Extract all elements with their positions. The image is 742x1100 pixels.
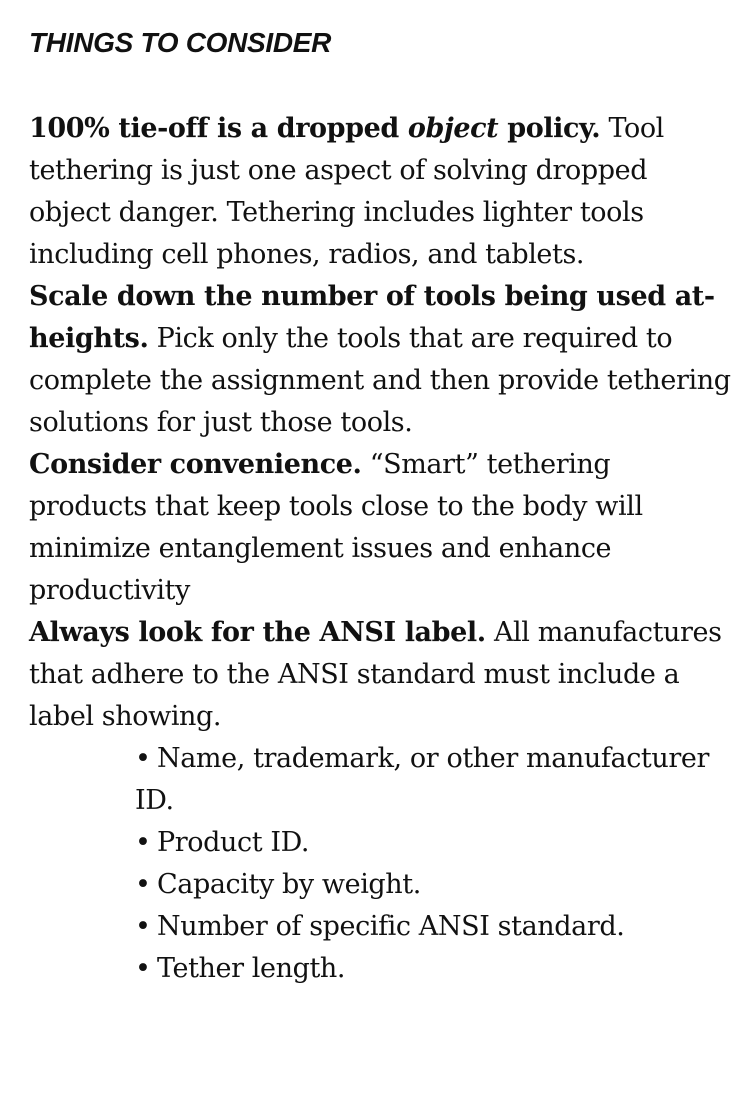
section-body: Tool tethering is just one aspect of solving dropped object danger. Tethering includes lighter tools including cell phones, radios, and tablets. xyxy=(29,113,664,270)
list-item-text: Capacity by weight. xyxy=(157,869,421,900)
section-dropped-object-policy xyxy=(29,108,734,276)
list-item xyxy=(135,906,734,948)
bullet-icon: • xyxy=(135,953,151,984)
list-item-text: Product ID. xyxy=(157,827,310,858)
section-lead: Scale down the number of tools being used at-heights. xyxy=(29,281,715,354)
section-ansi-label xyxy=(29,612,734,738)
section-consider-convenience xyxy=(29,444,734,612)
list-item xyxy=(135,948,734,990)
section-scale-down-tools xyxy=(29,276,734,444)
list-item xyxy=(135,822,734,864)
section-lead-text-end: policy. xyxy=(498,113,601,144)
list-item xyxy=(135,864,734,906)
section-lead-emphasis: object xyxy=(407,113,499,144)
list-item-text: Name, trademark, or other manufacturer ID. xyxy=(135,743,709,816)
list-item xyxy=(135,738,734,822)
list-item-text: Number of specific ANSI standard. xyxy=(157,911,625,942)
section-lead: Consider convenience. xyxy=(29,449,362,480)
section-lead-text: 100% tie-off is a dropped xyxy=(29,113,408,144)
section-lead: Always look for the ANSI label. xyxy=(29,617,486,648)
document-heading: THINGS TO CONSIDER xyxy=(29,27,332,58)
bullet-icon: • xyxy=(135,743,151,774)
section-body: “Smart” tethering products that keep tools close to the body will minimize entanglement issues and enhance productivity xyxy=(29,449,643,606)
bullet-icon: • xyxy=(135,869,151,900)
section-body: All manufactures that adhere to the ANSI standard must include a label showing. xyxy=(29,617,722,732)
list-item-text: Tether length. xyxy=(157,953,346,984)
section-lead xyxy=(29,113,600,144)
bullet-icon: • xyxy=(135,911,151,942)
ansi-label-requirements-list xyxy=(29,738,734,990)
section-body: Pick only the tools that are required to complete the assignment and then provide tethering solutions for just those tools. xyxy=(29,323,731,438)
bullet-icon: • xyxy=(135,827,151,858)
